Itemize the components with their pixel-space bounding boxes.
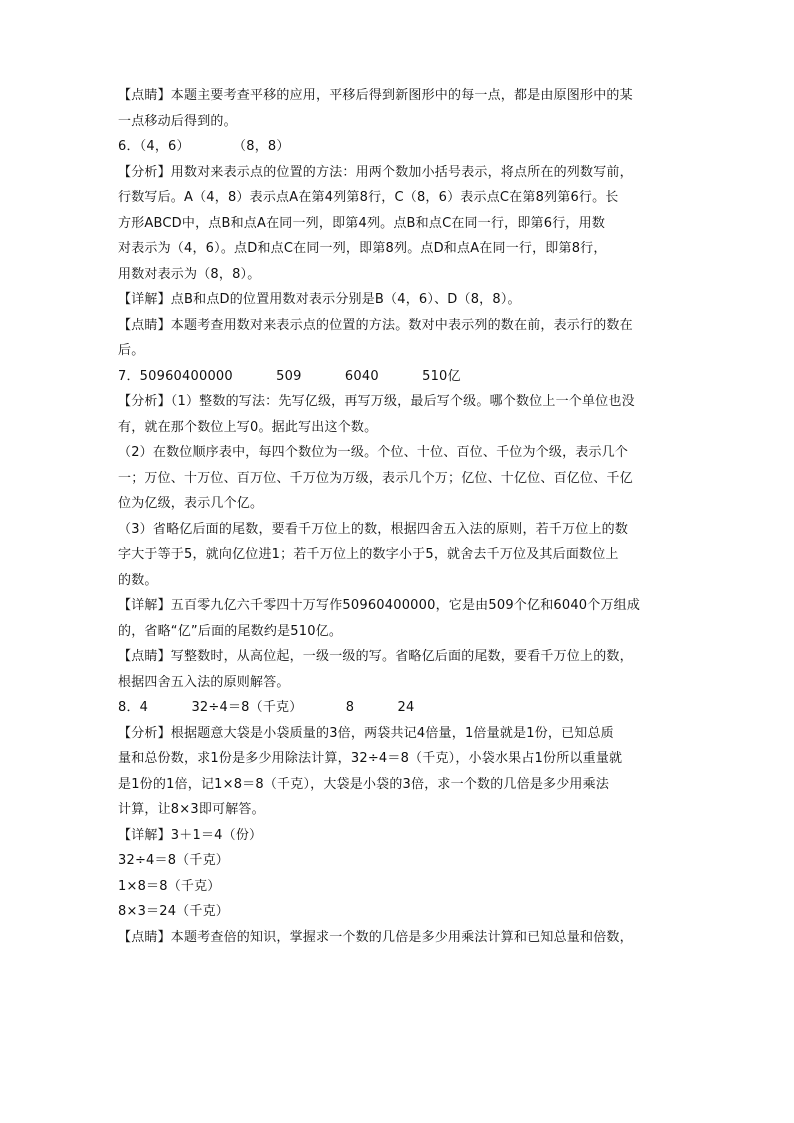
text-line: 计算，让8×3即可解答。 — [118, 802, 265, 817]
text-line: 是1份的1倍，记1×8＝8（千克），大袋是小袋的3倍，求一个数的几倍是多少用乘法 — [118, 776, 610, 792]
text-line: 方形ABCD中，点B和点A在同一列，即第4列。点B和点C在同一行，即第6行，用数 — [118, 215, 606, 231]
answer-line: 8．4 32÷4＝8（千克） 8 24 — [118, 700, 415, 715]
text-line: 【点睛】本题主要考查平移的应用，平移后得到新图形中的每一点，都是由原图形中的某 — [118, 88, 633, 103]
text-line: 后。 — [118, 343, 145, 358]
text-line: （3）省略亿后面的尾数，要看千万位上的数，根据四舍五入法的原则，若千万位上的数 — [118, 521, 629, 537]
analysis-line: 【分析】用数对来表示点的位置的方法：用两个数加小括号表示，将点所在的列数写前， — [118, 164, 633, 180]
answer-line: 7．50960400000 509 6040 510亿 — [118, 368, 461, 384]
text-line: 量和总份数，求1份是多少用除法计算，32÷4＝8（千克），小袋水果占1份所以重量就 — [118, 751, 623, 766]
solution-line: 【详解】3＋1＝4（份） — [118, 827, 263, 843]
text-line: 有，就在那个数位上写0。据此写出这个数。 — [118, 419, 378, 435]
text-line: 用数对表示为（8，8）。 — [118, 266, 261, 282]
text-line: 的数。 — [118, 572, 158, 588]
answer-line: 6．（4，6） （8，8） — [118, 139, 290, 154]
comment-line: 【点睛】写整数时，从高位起，一级一级的写。省略亿后面的尾数，要看千万位上的数， — [118, 649, 633, 664]
text-line: 的，省略“亿”后面的尾数约是510亿。 — [118, 623, 343, 639]
text-line: 一；万位、十万位、百万位、千万位为万级，表示几个万；亿位、十亿位、百亿位、千亿 — [118, 470, 633, 486]
comment-line: 【点睛】本题考查倍的知识，掌握求一个数的几倍是多少用乘法计算和已知总量和倍数， — [118, 929, 633, 945]
text-line: 一点移动后得到的。 — [118, 113, 237, 129]
equation-line: 1×8＝8（千克） — [118, 878, 221, 894]
text-line: 行数写后。A（4，8）表示点A在第4列第8行，C（8，6）表示点C在第8列第6行。长 — [118, 190, 619, 205]
equation-line: 32÷4＝8（千克） — [118, 853, 229, 868]
text-line: 位为亿级，表示几个亿。 — [118, 496, 264, 511]
text-line: 根据四舍五入法的原则解答。 — [118, 674, 290, 690]
equation-line: 8×3＝24（千克） — [118, 904, 229, 919]
solution-line: 【详解】点B和点D的位置用数对表示分别是B（4，6）、D（8，8）。 — [118, 292, 521, 307]
comment-line: 【点睛】本题考查用数对来表示点的位置的方法。数对中表示列的数在前，表示行的数在 — [118, 317, 633, 333]
solution-line: 【详解】五百零九亿六千零四十万写作50960400000，它是由509个亿和6040个万组成 — [118, 598, 641, 613]
analysis-line: 【分析】（1）整数的写法：先写亿级，再写万级，最后写个级。哪个数位上一个单位也没 — [118, 394, 635, 409]
text-line: 字大于等于5，就向亿位进1；若千万位上的数字小于5，就舍去千万位及其后面数位上 — [118, 547, 619, 562]
text-line: 对表示为（4，6）。点D和点C在同一列，即第8列。点D和点A在同一行，即第8行， — [118, 241, 607, 256]
analysis-line: 【分析】根据题意大袋是小袋质量的3倍，两袋共记4倍量，1倍量就是1份，已知总质 — [118, 725, 614, 741]
text-line: （2）在数位顺序表中，每四个数位为一级。个位、十位、百位、千位为个级，表示几个 — [118, 445, 629, 460]
document-page — [118, 83, 678, 950]
